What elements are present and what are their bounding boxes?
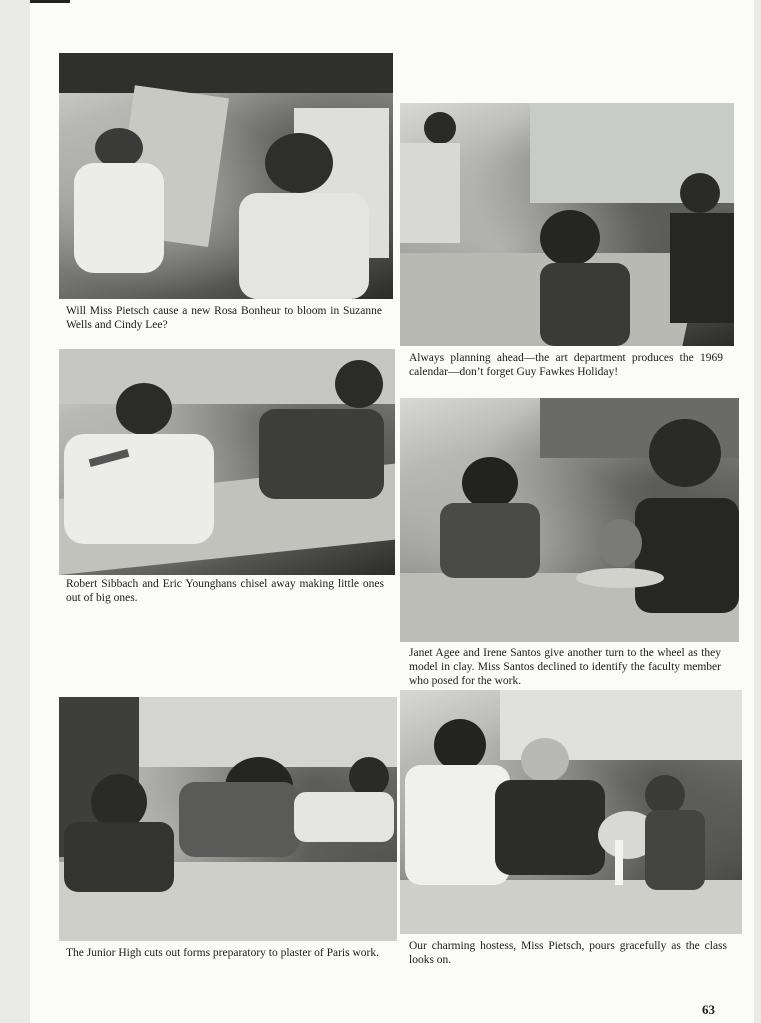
- photo-clay-wheel: [400, 398, 739, 642]
- caption-easel-painting: Will Miss Pietsch cause a new Rosa Bonheur to bloom in Suzanne Wells and Cindy Lee?: [66, 305, 382, 331]
- caption-calendar-work: Always planning ahead—the art department produces the 1969 calendar—don’t forget Guy Fawkes Holiday!: [409, 352, 723, 378]
- photo-junior-high: [59, 697, 397, 941]
- page-number: 63: [702, 1002, 715, 1017]
- photo-chisel-carving: [59, 349, 395, 575]
- photo-easel-painting: [59, 53, 393, 299]
- caption-clay-wheel: Janet Agee and Irene Santos give another turn to the wheel as they model in clay. Miss Santos declined to identify the faculty member who posed for the work.: [409, 647, 721, 687]
- caption-hostess-pouring: Our charming hostess, Miss Pietsch, pours gracefully as the class looks on.: [409, 940, 727, 966]
- scan-edge-mark: [30, 0, 70, 3]
- photo-calendar-work: [400, 103, 734, 346]
- photo-hostess-pouring: [400, 690, 742, 934]
- caption-chisel-carving: Robert Sibbach and Eric Younghans chisel away making little ones out of big ones.: [66, 578, 384, 604]
- caption-junior-high: The Junior High cuts out forms preparatory to plaster of Paris work.: [66, 947, 379, 959]
